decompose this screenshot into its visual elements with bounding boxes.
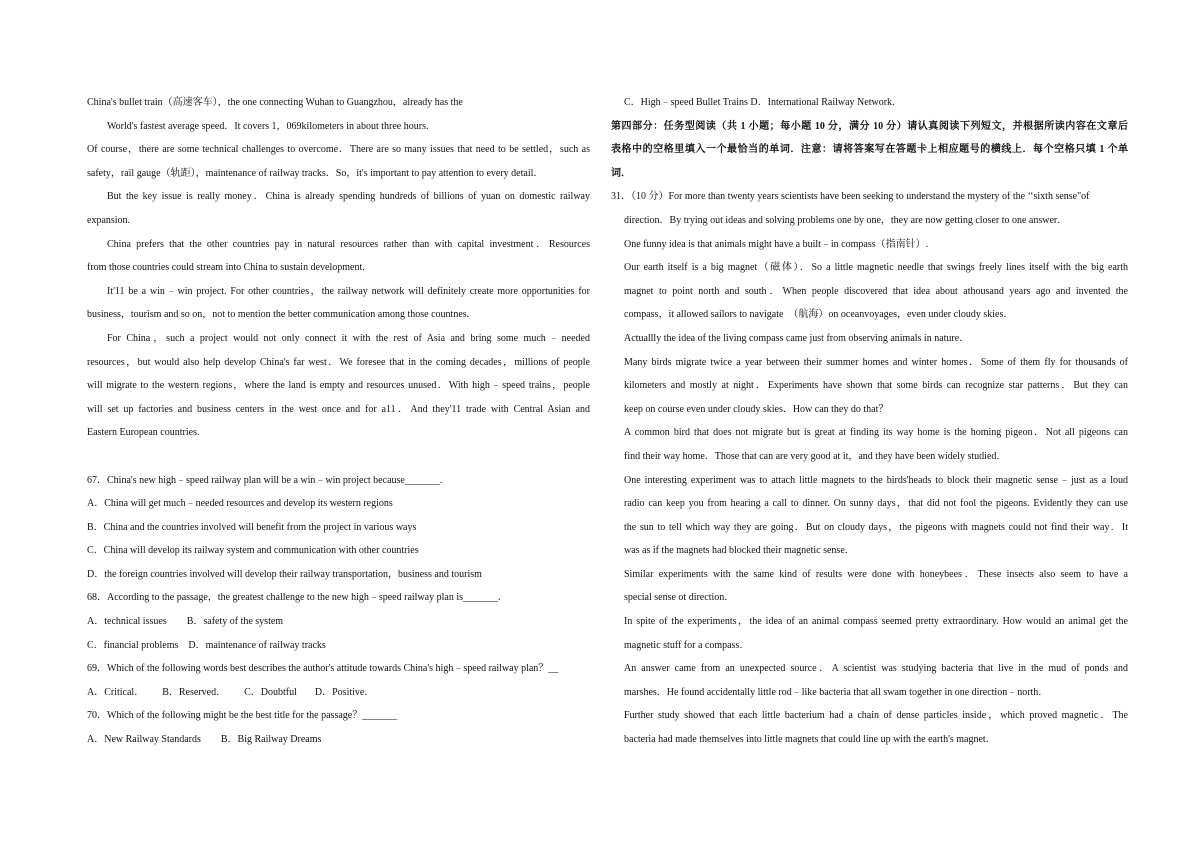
passage-line: resources，but would also help develop China's far west．We foresee that in the coming decades，millions of people [87,356,590,368]
passage-line: Many birds migrate twice a year between their summer homes and winter homes．Some of them fly for thousands of [624,356,1128,368]
option-69-b: B．Reserved． [162,686,227,698]
passage-line: But the key issue is really money．China is already spending hundreds of billions of yuan on domestic railway [107,191,590,203]
passage-line: Eastern European countries. [87,427,200,439]
passage-line: World's fastest average speed．It covers 1，069kilometers in about three hours. [107,120,429,132]
spacer [87,445,590,469]
option-68-cd: C．financial problems D．maintenance of railway tracks [87,639,326,651]
passage-line: magnet to point north and south．When people discovered that idea about athousand years ago and invented the [624,285,1128,297]
option-67-b: B．China and the countries involved will benefit from the project in various ways [87,521,417,533]
right-column [611,91,1128,752]
passage-line: find their way home．Those that can are very good at it，and they have been widely studied． [624,450,1007,462]
passage-line: will migrate to the western regions，where the land is empty and resources unused．With high﹣speed trains，people [87,380,590,392]
passage-line: keep on course even under cloudy skies．How can they do that？ [624,403,889,415]
question-31: direction．By trying out ideas and solving problems one by one，they are now getting closer to one answer． [624,214,1068,226]
passage-line: compass，it allowed sailors to navigate （航海）on oceanvoyages，even under cloudy skies． [624,309,1014,321]
passage-line: For China，such a project would not only connect it with the rest of Asia and bring some much﹣needed [107,332,590,344]
passage-line: One interesting experiment was to attach little magnets to the birds'heads to block their magnetic sense﹣just as a loud [624,474,1128,486]
passage-line: will set up factories and business centers in the west once and for a11．And they'11 trade with Central Asian and [87,403,590,415]
question-69: 69．Which of the following words best describes the author's attitude towards China's high﹣speed railway plan？__ [87,663,559,675]
option-67-a: A．China will get much﹣needed resources and develop its western regions [87,498,393,510]
passage-line: A common bird that does not migrate but is great at finding its way home is the homing pigeon．Not all pigeons can [624,427,1128,439]
passage-line: special sense ot direction． [624,592,735,604]
section-4-instructions: 表格中的空格里填入一个最恰当的单词．注意：请将答案写在答题卡上相应题号的横线上．每个空格只填 1 个单 [611,144,1128,156]
passage-line: business，tourism and so on，not to mention the better communication among those countnes. [87,309,470,321]
section-4-instructions: 词． [611,167,631,179]
option-69-a: A．Critical． [87,686,145,698]
passage-line: kilometers and mostly at night．Experiments have shown that some birds can recognize star patterns．But they can [624,380,1128,392]
option-68-ab: A．technical issues B．safety of the system [87,616,284,628]
passage-line: from those countries could stream into China to sustain development. [87,262,365,274]
left-column [87,91,590,752]
options-69 [87,681,590,705]
option-67-d: D．the foreign countries involved will develop their railway transportation，business and tourism [87,568,482,580]
passage-line: Further study showed that each little bacterium had a chain of dense particles inside，which proved magnetic．The [624,710,1128,722]
passage-line: radio can keep you from hearing a call to dinner. On sunny days，that did not fool the pigeons. Evidently they can use [624,498,1128,510]
passage-line: Similar experiments with the same kind of results were done with honeybees．These insects also seem to have a [624,568,1128,580]
passage-line: Our earth itself is a big magnet（磁体）．So a little magnetic needle that swings freely lines itself with the big earth [624,262,1128,274]
passage-line: bacteria had made themselves into little magnets that could line up with the earth's magnet． [624,734,996,746]
question-31: 31．（10 分）For more than twenty years scientists have been seeking to understand the mystery of the ‘‘sixth sense"of [611,191,1090,203]
passage-line: One funny idea is that animals might have a built﹣in compass（指南针）. [624,238,929,250]
question-70: 70．Which of the following might be the best title for the passage？_______ [87,710,398,722]
passage-line: Of course，there are some technical challenges to overcome．There are so many issues that need to be settled，such as [87,144,590,156]
option-67-c: C．China will develop its railway system and communication with other countries [87,545,419,557]
passage-line: China's bullet train（高速客车），the one connecting Wuhan to Guangzhou，already has the [87,97,463,108]
option-69-d: D．Positive． [314,686,375,698]
passage-line: In spite of the experiments，the idea of an animal compass seemed pretty extraordinary. How would an animal get the [624,616,1128,628]
passage-line: safety，rail gauge（轨距），maintenance of railway tracks．So，it's important to pay attention to every detail． [87,167,544,179]
passage-line: expansion. [87,214,131,226]
question-68: 68．According to the passage，the greatest challenge to the new high﹣speed railway plan is_______. [87,592,501,604]
passage-line: magnetic stuff for a compass． [624,639,750,651]
passage-line: the sun to tell which way they are going．But on cloudy days，the pigeons with magnets could not find their way．It [624,521,1128,533]
option-69-c: C．Doubtful [244,686,297,698]
option-70-ab: A．New Railway Standards B．Big Railway Dreams [87,734,322,746]
passage-line: marshes．He found accidentally little rod﹣like bacteria that all swam together in one direction﹣north． [624,686,1049,698]
passage-line: Actuallly the idea of the living compass came just from observing animals in nature． [624,332,970,344]
passage-line: was as if the magnets had blocked their magnetic sense． [624,545,855,557]
option-70-cd: C．High﹣speed Bullet Trains D．International Railway Network． [624,97,903,108]
passage-line: China prefers that the other countries pay in natural resources rather than with capital investment．Resources [107,238,590,250]
passage-line: An answer came from an unexpected source．A scientist was studying bacteria that live in the mud of ponds and [624,663,1128,675]
section-4-instructions: 第四部分：任务型阅读（共 1 小题；每小题 10 分，满分 10 分）请认真阅读下列短文，并根据所读内容在文章后 [611,120,1128,132]
question-67: 67．China's new high﹣speed railway plan will be a win﹣win project because_______. [87,474,443,486]
passage-line: It'11 be a win﹣win project. For other countries，the railway network will definitely create more opportunities for [107,285,590,297]
